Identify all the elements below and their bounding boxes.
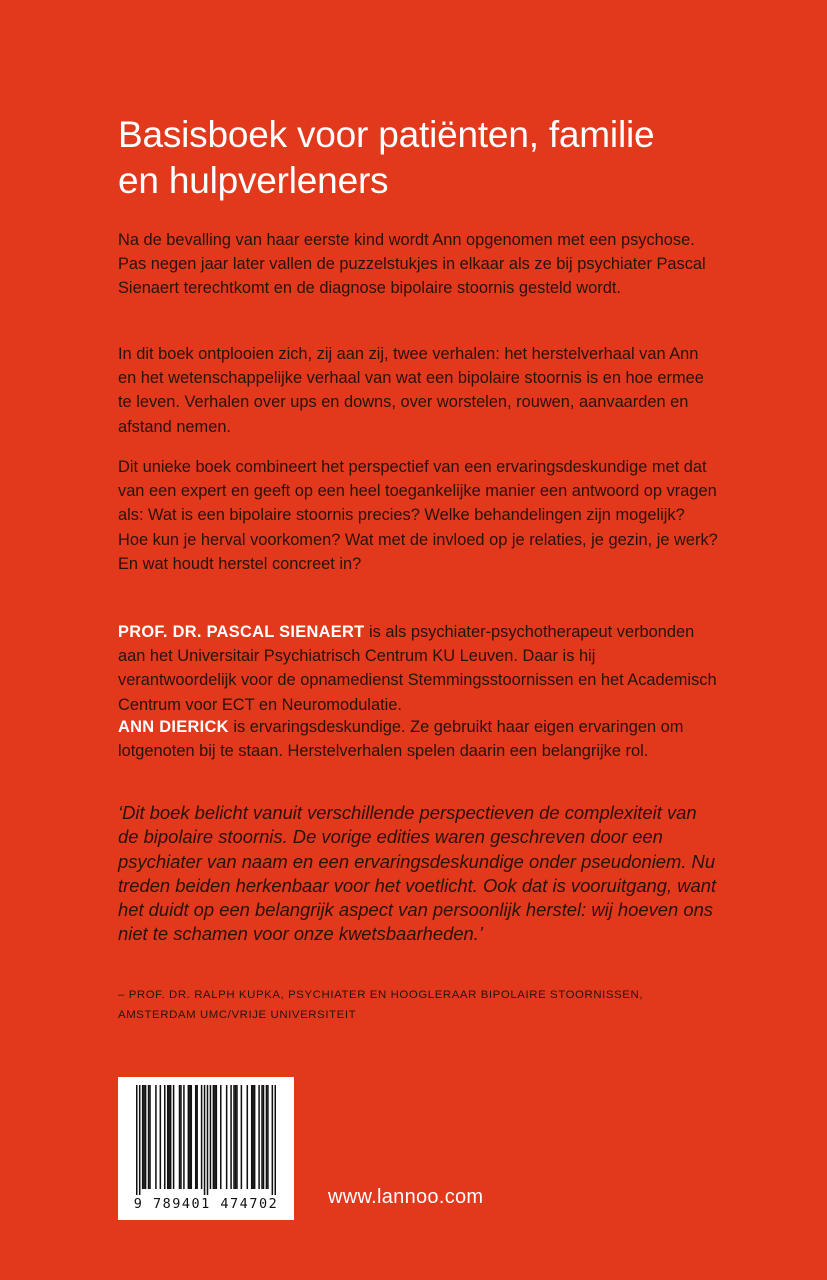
barcode-bar — [167, 1085, 169, 1189]
barcode-bar — [139, 1085, 141, 1195]
isbn-barcode — [118, 1077, 294, 1220]
author-bio-dierick — [118, 715, 718, 763]
barcode-bar — [275, 1085, 276, 1195]
author-bio-text-dierick: is ervaringsdeskundige. Ze gebruikt haar eigen ervaringen om lotgenoten bij te staan. Herstelverhalen spelen daarin een belangrijke rol. — [118, 718, 684, 761]
endorsement-quote: ‘Dit boek belicht vanuit verschillende perspectieven de complexiteit van de bipolaire stoornis. De vorige edities waren geschreven door een psychiater van naam en een ervaringsdeskundige onder pseudoniem. Nu treden beiden herkenbaar voor het voetlicht. Ook dat is vooruitgang, want het duidt op een belangrijk aspect van persoonlijk herstel: wij hoeven ons niet te schamen voor onze kwetsbaarheden.’ — [118, 802, 717, 945]
barcode-bar — [252, 1085, 254, 1189]
barcode-bar — [196, 1085, 198, 1189]
barcode-bar — [216, 1085, 218, 1189]
barcode-bar — [164, 1085, 166, 1189]
barcode-bar — [179, 1085, 181, 1189]
barcode-bar — [180, 1085, 182, 1189]
barcode-bar — [258, 1085, 260, 1189]
barcode-bar — [236, 1085, 238, 1189]
author-name-dierick: ANN DIERICK — [118, 718, 229, 736]
barcode-bar — [210, 1085, 212, 1189]
publisher-website: www.lannoo.com — [328, 1186, 484, 1208]
barcode-bar — [143, 1085, 145, 1189]
barcode-bar — [170, 1085, 172, 1189]
barcode-bar — [148, 1085, 150, 1189]
barcode-bar — [207, 1085, 209, 1195]
barcode-bar — [142, 1085, 144, 1189]
barcode-bar — [220, 1085, 222, 1189]
barcode-bar — [173, 1085, 175, 1189]
author-bio-text-sienaert: is als psychiater-psychotherapeut verbonden aan het Universitair Psychiatrisch Centrum KU Leuven. Daar is hij verantwoordelijk voor de opnamedienst Stemmingsstoornissen en het Academisch Centrum voor ECT en Neuromodulatie. — [118, 623, 717, 714]
headline-line-1: Basisboek voor patiënten, familie — [118, 114, 655, 155]
blurb-paragraph-2: In dit boek ontplooien zich, zij aan zij, twee verhalen: het herstelverhaal van Ann en het wetenschappelijke verhaal van wat een bipolaire stoornis is en hoe ermee te leven. Verhalen over ups en downs, over worstelen, rouwen, aanvaarden en afstand nemen. — [118, 345, 704, 436]
barcode-bar — [183, 1085, 185, 1189]
barcode-bar — [189, 1085, 191, 1189]
barcode-bar — [168, 1085, 170, 1189]
barcode-bars — [136, 1085, 276, 1195]
barcode-bar — [213, 1085, 215, 1189]
barcode-bar — [149, 1085, 151, 1189]
barcode-bar — [201, 1085, 203, 1189]
barcode-bar — [188, 1085, 190, 1189]
author-bio-sienaert — [118, 620, 718, 717]
barcode-bar — [247, 1085, 249, 1189]
barcode-bar — [263, 1085, 265, 1189]
blurb-paragraph-3: Dit unieke boek combineert het perspectief van een ervaringsdeskundige met dat van een expert en geeft op een heel toegankelijke manier een antwoord op vragen als: Wat is een bipolaire stoornis precies? Welke behandelingen zijn mogelijk? Hoe kun je herval voorkomen? Wat met de invloed op je relaties, je gezin, je werk? En wat houdt herstel concreet in? — [118, 458, 718, 573]
isbn-number: 9 789401 474702 — [133, 1196, 279, 1212]
barcode-bar — [254, 1085, 256, 1189]
barcode-bar — [233, 1085, 235, 1189]
blurb-paragraph-1: Na de bevalling van haar eerste kind wordt Ann opgenomen met een psychose. Pas negen jaar later vallen de puzzelstukjes in elkaar als ze bij psychiater Pascal Sienaert terechtkomt en de diagnose bipolaire stoornis gesteld wordt. — [118, 231, 706, 298]
barcode-bar — [235, 1085, 237, 1189]
barcode-bar — [251, 1085, 253, 1189]
barcode-bar — [155, 1085, 157, 1189]
barcode-bar — [230, 1085, 232, 1189]
barcode-bar — [195, 1085, 197, 1189]
attribution-line-2: AMSTERDAM UMC/VRIJE UNIVERSITEIT — [118, 1009, 357, 1021]
attribution-line-1: – PROF. DR. RALPH KUPKA, PSYCHIATER EN HOOGLERAAR BIPOLAIRE STOORNISSEN, — [118, 989, 644, 1001]
barcode-bar — [191, 1085, 193, 1189]
barcode-bar — [241, 1085, 243, 1189]
barcode-bar — [272, 1085, 274, 1195]
quote-attribution — [118, 985, 718, 1025]
barcode-bar — [136, 1085, 138, 1195]
headline-line-2: en hulpverleners — [118, 160, 389, 201]
barcode-bar — [145, 1085, 147, 1189]
barcode-bar — [204, 1085, 206, 1195]
headline — [118, 112, 718, 204]
barcode-bar — [261, 1085, 263, 1189]
barcode-bar — [226, 1085, 228, 1189]
author-name-sienaert: PROF. DR. PASCAL SIENAERT — [118, 623, 365, 641]
barcode-bar — [214, 1085, 216, 1189]
barcode-bar — [267, 1085, 269, 1189]
barcode-bar — [160, 1085, 162, 1189]
barcode-bar — [266, 1085, 268, 1189]
